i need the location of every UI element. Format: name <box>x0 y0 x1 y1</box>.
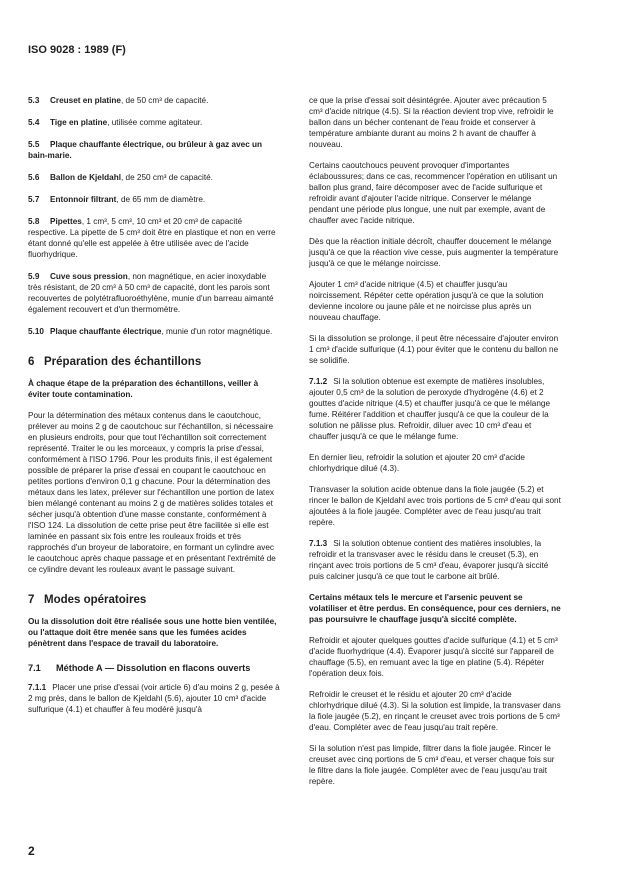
item-number: 5.10 <box>28 327 44 336</box>
paragraph <box>309 376 562 442</box>
section-title: Préparation des échantillons <box>44 356 202 368</box>
clause-number: 7.1.3 <box>309 539 328 548</box>
clause-number: 7.1.2 <box>309 377 328 386</box>
apparatus-item <box>28 326 281 337</box>
item-number: 5.3 <box>28 96 40 105</box>
paragraph: Certains caoutchoucs peuvent provoquer d'importantes éclaboussures; dans ce cas, recommencer l'opération en utilisant un ballon plus grand, faire décomposer avec de l'acide sulfurique et refroidir avant d'ajouter l'acide nitrique. Conserver le mélange pendant une période plus longue, une nuit par exemple, avant de chauffer avec l'acide nitrique. <box>309 161 558 225</box>
paragraph <box>309 538 562 582</box>
item-title: Tige en platine <box>50 118 108 127</box>
paragraph: Transvaser la solution acide obtenue dans la fiole jaugée (5.2) et rincer le ballon de Kjeldahl avec trois portions de 5 cm³ d'eau qui sont ajoutées à la fiole jaugée. Compléter avec de l'eau jusqu'au trait repère. <box>309 485 561 527</box>
item-number: 5.8 <box>28 217 40 226</box>
apparatus-item <box>28 194 281 205</box>
item-number: 5.5 <box>28 140 40 149</box>
section-number: 7 <box>28 594 35 606</box>
item-text: , de 65 mm de diamètre. <box>116 195 206 204</box>
item-text: , de 250 cm³ de capacité. <box>120 173 213 182</box>
paragraph: Refroidir et ajouter quelques gouttes d'acide sulfurique (4.1) et 5 cm³ d'acide fluorhydrique (4.4). Évaporer jusqu'à siccité sur l'appareil de chauffage (5.5), en remuant avec la tige en platine (5.4). Répéter l'opération deux fois. <box>309 636 558 678</box>
apparatus-item <box>28 216 281 260</box>
item-number: 5.4 <box>28 118 40 127</box>
section-heading <box>28 357 281 368</box>
apparatus-item <box>28 139 281 161</box>
apparatus-item <box>28 117 281 128</box>
section-number: 6 <box>28 356 35 368</box>
left-column <box>28 95 281 725</box>
paragraph: Si la dissolution se prolonge, il peut être nécessaire d'ajouter environ 1 cm³ d'acide sulfurique (4.1) pour éviter que le contenu du ballon ne se solidifie. <box>309 334 559 365</box>
subsection-heading <box>28 663 281 674</box>
paragraph: Pour la détermination des métaux contenus dans le caoutchouc, prélever au moins 2 g de caoutchouc sur l'échantillon, si nécessaire en plusieurs endroits, pour que tout l'échantillon soit correctement représenté. Traiter le ou les morceaux, y compris la prise d'essai, conformément à l'ISO 1796. Pour les produits finis, il est également possible de préparer la prise d'essai en coupant le caoutchouc en petites portions d'environ 0,1 g chacune. Pour la détermination des métaux dans les latex, prélever sur l'échantillon une portion de latex bien mélangé contenant au moins 2 g de matières solides totales et sécher jusqu'à obtention d'une masse constante, conformément à l'ISO 124. La dissolution de cette prise peut être facilitée si elle est laminée en passant six fois entre les rouleaux froids et très rapprochés d'un broyeur de laboratoire, en formant un cylindre avec le caoutchouc après chaque passage et en présentant l'extrémité de ce cylindre devant les rouleaux avant le passage suivant. <box>28 411 276 574</box>
section-heading <box>28 595 281 606</box>
item-title: Plaque chauffante électrique <box>50 327 162 336</box>
item-title: Cuve sous pression <box>50 272 128 281</box>
item-number: 5.7 <box>28 195 40 204</box>
apparatus-item <box>28 271 281 315</box>
item-text: , de 50 cm³ de capacité. <box>120 96 209 105</box>
item-title: Entonnoir filtrant <box>50 195 117 204</box>
section-title: Modes opératoires <box>44 594 147 606</box>
item-text: , 1 cm³, 5 cm³, 10 cm³ et 20 cm³ de capacité respective. La pipette de 5 cm³ doit être en plastique et non en verre étant donné qu'elle est appelée à être utilisée avec de l'acide fluorhydrique. <box>28 217 276 259</box>
item-title: Plaque chauffante électrique, ou brûleur à gaz avec un bain-marie. <box>28 140 263 160</box>
apparatus-item <box>28 172 281 183</box>
document-header: ISO 9028 : 1989 (F) <box>28 44 126 56</box>
bold-note: Certains métaux tels le mercure et l'arsenic peuvent se volatiliser et être perdus. En conséquence, pour ces derniers, ne pas poursuivre le chauffage jusqu'à siccité complète. <box>309 593 561 624</box>
subsection-number: 7.1 <box>28 663 41 673</box>
item-title: Pipettes <box>50 217 82 226</box>
paragraph <box>28 682 281 715</box>
right-column <box>309 95 562 797</box>
paragraph: En dernier lieu, refroidir la solution et ajouter 20 cm³ d'acide chlorhydrique dilué (4.3). <box>309 453 525 473</box>
paragraph: Si la solution n'est pas limpide, filtrer dans la fiole jaugée. Rincer le creuset avec cinq portions de 5 cm³ d'eau, et verser chaque fois sur le filtre dans la fiole jaugée. Compléter avec de l'eau jusqu'au trait repère. <box>309 744 555 786</box>
item-text: , non magnétique, en acier inoxydable très résistant, de 20 cm³ à 50 cm³ de capacité, dont les parois sont recouvertes de polytétrafluoroéthylène, munie d'un barreau aimanté également recouvert et d'un thermomètre. <box>28 272 274 314</box>
item-number: 5.6 <box>28 173 40 182</box>
item-text: , munie d'un rotor magnétique. <box>161 327 273 336</box>
section-intro: Ou la dissolution doit être réalisée sous une hotte bien ventilée, ou l'attaque doit être menée sans que les fumées acides pénètrent dans l'espace de travail du laboratoire. <box>28 617 277 648</box>
item-number: 5.9 <box>28 272 40 281</box>
paragraph: ce que la prise d'essai soit désintégrée. Ajouter avec précaution 5 cm³ d'acide nitrique (4.5). Si la réaction devient trop vive, refroidir le ballon dans un bécher contenant de l'eau froide et conserver à température ambiante durant au moins 2 h avant de chauffer à nouveau. <box>309 96 554 149</box>
paragraph: Dès que la réaction initiale décroît, chauffer doucement le mélange jusqu'à ce que la réaction vive cesse, puis augmenter la température jusqu'à ce que le mélange noircisse. <box>309 237 559 268</box>
clause-number: 7.1.1 <box>28 683 47 692</box>
paragraph: Refroidir le creuset et le résidu et ajouter 20 cm³ d'acide chlorhydrique dilué (4.3). Si la solution est limpide, la transvaser dans la fiole jaugée (5.2), en rinçant le creuset avec trois portions de 5 cm³ d'eau. Compléter avec de l'eau jusqu'au trait repère. <box>309 690 561 732</box>
item-text: , utilisée comme agitateur. <box>107 118 203 127</box>
clause-text: Si la solution obtenue est exempte de matières insolubles, ajouter 0,5 cm³ de la solution de peroxyde d'hydrogène (4.6) et 2 gouttes d'acide nitrique (4.5) et chauffer jusqu'à ce que le mélange fume. Réitérer l'addition et chauffer jusqu'à ce que la couleur de la solution ne pâlisse plus. Refroidir, diluer avec 10 cm³ d'eau et chauffer jusqu'à ce que le mélange fume. <box>309 377 551 441</box>
apparatus-item <box>28 95 281 106</box>
clause-text: Si la solution obtenue contient des matières insolubles, la refroidir et la transvaser avec le résidu dans le creuset (5.3), en rinçant avec trois portions de 5 cm³ d'eau, évaporer jusqu'à siccité puis calciner jusqu'à ce que tout le carbone ait brûlé. <box>309 539 549 581</box>
item-title: Ballon de Kjeldahl <box>50 173 121 182</box>
subsection-title: Méthode A — Dissolution en flacons ouverts <box>56 663 251 673</box>
page-number: 2 <box>28 844 35 858</box>
paragraph: Ajouter 1 cm³ d'acide nitrique (4.5) et chauffer jusqu'au noircissement. Répéter cette opération jusqu'à ce que la solution devienne incolore ou jaune pâle et ne noircisse plus après un nouveau chauffage. <box>309 280 544 322</box>
clause-text: Placer une prise d'essai (voir article 6) d'au moins 2 g, pesée à 2 mg près, dans le ballon de Kjeldahl (5.6), ajouter 10 cm³ d'acide sulfurique (4.1) et chauffer à feu modéré jusqu'à <box>28 683 280 714</box>
item-title: Creuset en platine <box>50 96 121 105</box>
section-intro: À chaque étape de la préparation des échantillons, veiller à éviter toute contamination. <box>28 379 259 399</box>
